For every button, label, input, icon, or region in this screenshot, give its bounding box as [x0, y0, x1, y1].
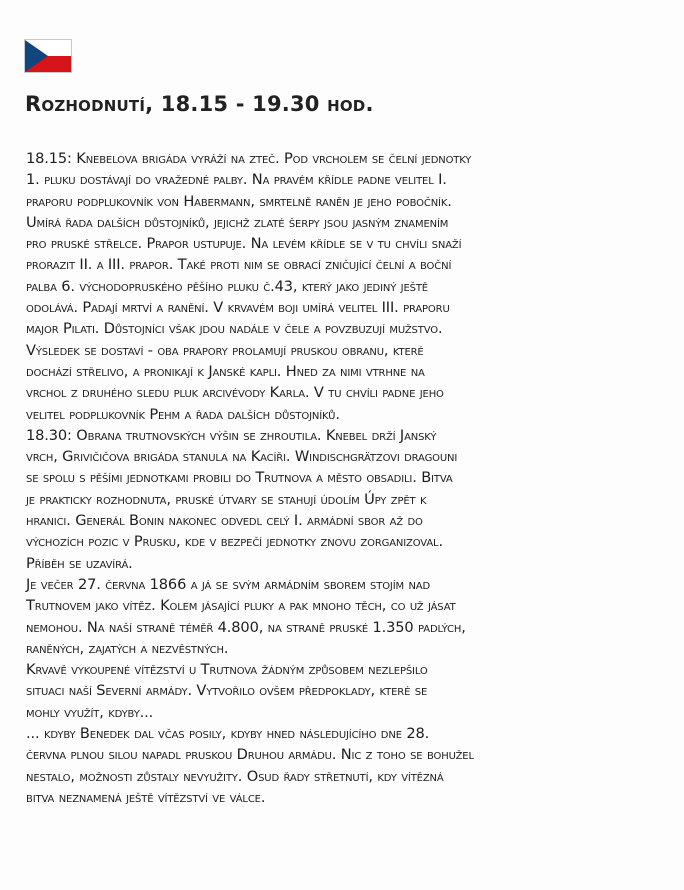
text-line: června plnou silou napadl pruskou Druhou armádu. Nic z toho se bohužel — [26, 746, 474, 764]
text-line: 18.15: Knebelova brigáda vyráží na zteč. Pod vrcholem se čelní jednotky — [26, 150, 472, 167]
text-line: Příběh se uzavírá. — [26, 554, 133, 572]
text-line: ... kdyby Benedek dal včas posily, kdyby hned následujícího dne 28. — [26, 725, 430, 743]
page-title: Rozhodnutí, 18.15 - 19.30 hod. — [25, 92, 374, 116]
text-line: situaci naší Severní armády. Vytvořilo ovšem předpoklady, které se — [26, 682, 428, 700]
text-line: hranici. Generál Bonin nakonec odvedl celý I. armádní sbor až do — [26, 512, 423, 530]
text-line: palba 6. východopruského pěšího pluku č.43, který jako jediný ještě — [26, 277, 428, 295]
text-line: Trutnovem jako vítěz. Kolem jásající pluky a pak mnoho těch, co už jásat — [26, 597, 456, 615]
text-line: se spolu s pěšími jednotkami probili do Trutnova a město obsadili. Bitva — [26, 469, 453, 487]
text-line: nemohou. Na naší straně téměř 4.800, na straně pruské 1.350 padlých, — [26, 618, 466, 636]
text-line: nestalo, možnosti zůstaly nevyužity. Osud řady střetnutí, kdy vítězná — [26, 767, 444, 785]
body-text — [26, 148, 676, 808]
text-line: 18.30: Obrana trutnovských výšin se zhroutila. Knebel drží Janský — [26, 426, 437, 444]
text-line: prorazit II. a III. prapor. Také proti nim se obrací zničující čelní a boční — [26, 256, 452, 274]
text-line: major Pilati. Důstojníci však jdou nadále v čele a povzbuzují mužstvo. — [26, 320, 443, 338]
text-line: Krvavě vykoupené vítězství u Trutnova žádným způsobem nezlepšilo — [26, 661, 428, 679]
text-line: Je večer 27. června 1866 a já se svým armádním sborem stojím nad — [26, 575, 431, 593]
text-line: raněných, zajatých a nezvěstných. — [26, 639, 229, 657]
text-line: výchozích pozic v Prusku, kde v bezpečí jednotky znovu zorganizoval. — [26, 533, 443, 551]
text-line: Výsledek se dostaví - oba prapory prolamují pruskou obranu, které — [26, 341, 424, 359]
text-line: bitva neznamená ještě vítězství ve válce. — [26, 788, 266, 806]
text-line: 1. pluku dostávají do vražedné palby. Na pravém křídle padne velitel I. — [26, 171, 447, 189]
text-line: mohly využít, kdyby... — [26, 703, 154, 721]
text-line: Umírá řada dalších důstojníků, jejichž zlaté šerpy jsou jasným znamením — [26, 213, 449, 231]
text-line: pro pruské střelce. Prapor ustupuje. Na levém křídle se v tu chvíli snaží — [26, 235, 462, 253]
text-line: vrch, Grivičičova brigáda stanula na Kacíři. Windischgrätzovi dragouni — [26, 448, 458, 466]
text-line: vrchol z druhého sledu pluk arcivévody Karla. V tu chvíli padne jeho — [26, 384, 444, 402]
text-line: dochází střelivo, a pronikají k Janské kapli. Hned za nimi vtrhne na — [26, 362, 425, 380]
text-line: odolává. Padají mrtví a ranění. V krvavém boji umírá velitel III. praporu — [26, 299, 450, 317]
text-line: praporu podplukovník von Habermann, smrtelně raněn je jeho pobočník. — [26, 192, 452, 210]
text-line: velitel podplukovník Pehm a řada dalších důstojníků. — [26, 405, 340, 423]
czech-flag-icon — [25, 40, 71, 72]
text-line: je prakticky rozhodnuta, pruské útvary se stahují údolím Úpy zpět k — [26, 490, 427, 508]
